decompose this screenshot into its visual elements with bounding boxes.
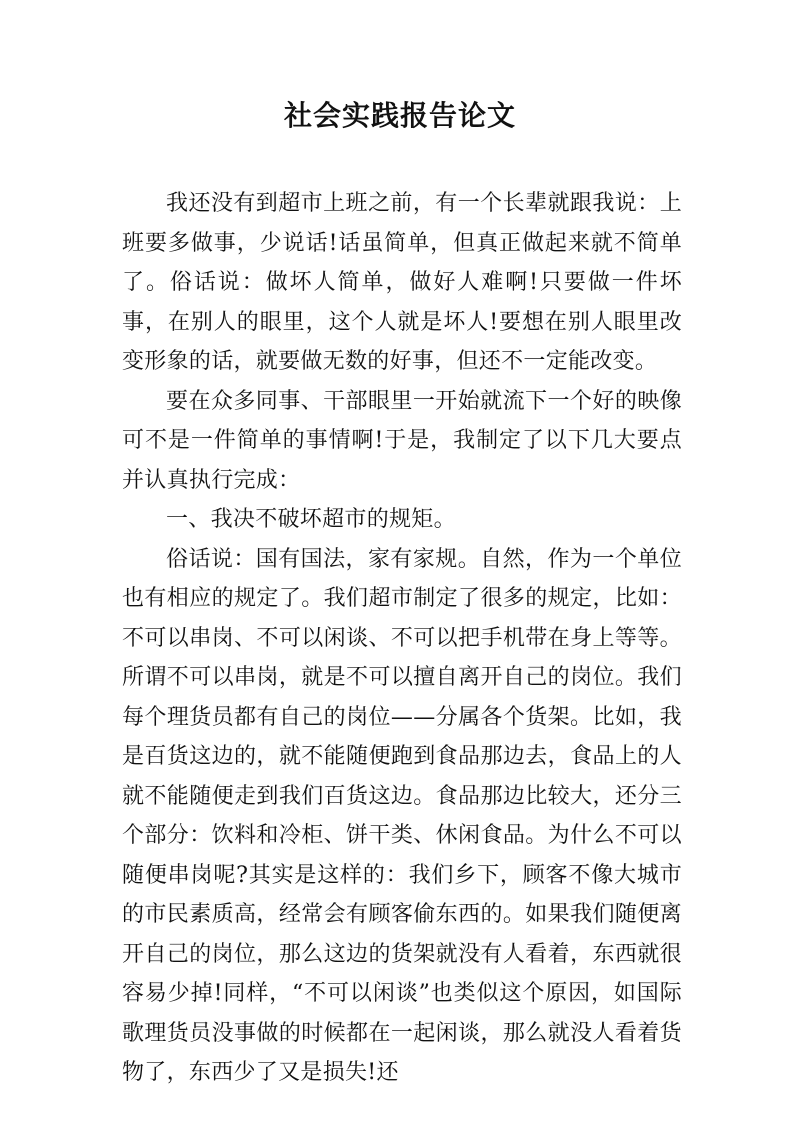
document-body bbox=[122, 184, 682, 1093]
paragraph: 要在众多同事、干部眼里一开始就流下一个好的映像可不是一件简单的事情啊!于是，我制定了以下几大要点并认真执行完成： bbox=[122, 388, 682, 493]
document-title: 社会实践报告论文 bbox=[283, 99, 516, 132]
paragraph: 我还没有到超市上班之前，有一个长辈就跟我说：上班要多做事，少说话!话虽简单，但真正做起来就不简单了。俗话说：做坏人简单，做好人难啊!只要做一件坏事，在别人的眼里，这个人就是坏人!要想在别人眼里改变形象的话，就要做无数的好事，但还不一定能改变。 bbox=[122, 191, 682, 374]
section-heading: 一、我决不破坏超市的规矩。 bbox=[166, 507, 456, 532]
paragraph: 俗话说：国有国法，家有家规。自然，作为一个单位也有相应的规定了。我们超市制定了很多的规定，比如：不可以串岗、不可以闲谈、不可以把手机带在身上等等。所谓不可以串岗，就是不可以擅自离开自己的岗位。我们每个理货员都有自己的岗位——分属各个货架。比如，我是百货这边的，就不能随便跑到食品那边去，食品上的人就不能随便走到我们百货这边。食品那边比较大，还分三个部分：饮料和冷柜、饼干类、休闲食品。为什么不可以随便串岗呢?其实是这样的：我们乡下，顾客不像大城市的市民素质高，经常会有顾客偷东西的。如果我们随便离开自己的岗位，那么这边的货架就没有人看着，东西就很容易少掉!同样，“不可以闲谈”也类似这个原因，如国际歌理货员没事做的时候都在一起闲谈，那么就没人看着货物了，东西少了又是损失!还 bbox=[122, 546, 682, 1085]
